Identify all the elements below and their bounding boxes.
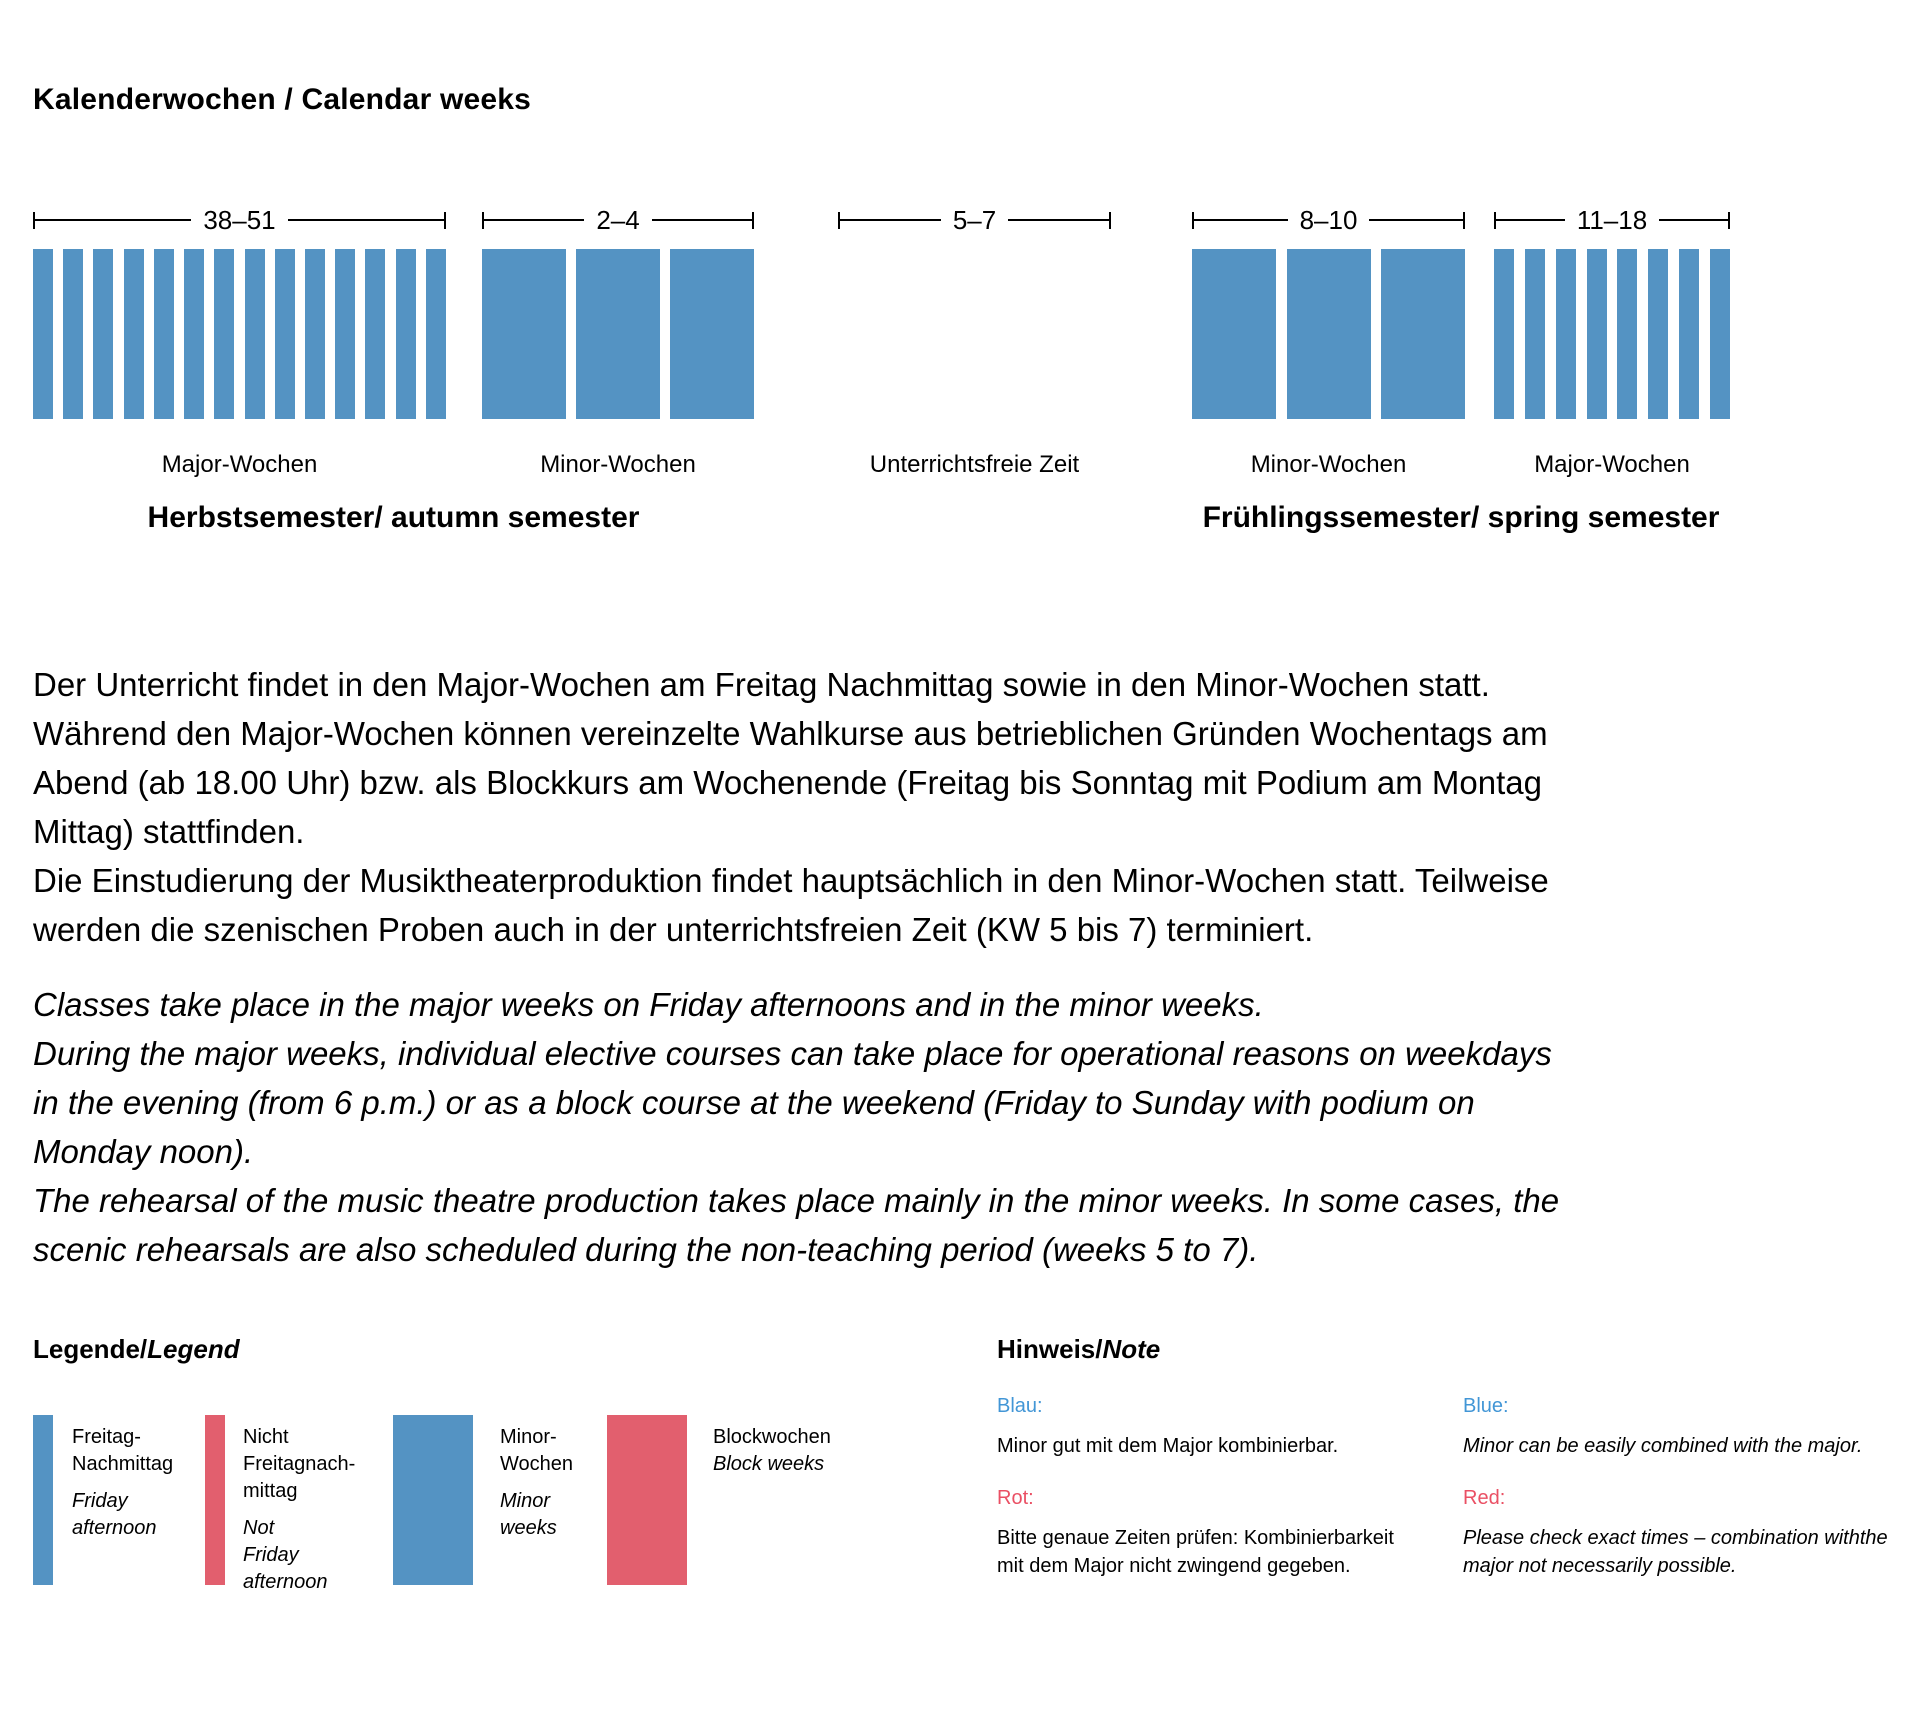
bracket-line <box>1194 219 1288 221</box>
week-bar <box>576 249 660 419</box>
week-bar <box>1710 249 1730 419</box>
legend-swatch-red-wide <box>607 1415 687 1585</box>
group-label: Unterrichtsfreie Zeit <box>869 451 1080 478</box>
group-label: Minor-Wochen <box>1250 451 1407 478</box>
legend-label-de: Minor- Wochen <box>500 1426 574 1475</box>
week-bar <box>1679 249 1699 419</box>
range-label: 2–4 <box>596 204 640 235</box>
bracket-line <box>1496 219 1565 221</box>
bracket-line <box>1008 219 1109 221</box>
week-bar <box>1525 249 1545 419</box>
spring-semester-label: Frühlingssemester/ spring semester <box>1202 501 1720 534</box>
note-header-en: Note <box>1102 1334 1161 1364</box>
legend-header-de: Legende/ <box>33 1334 148 1364</box>
note-column-german <box>997 1392 1457 1604</box>
legend-swatch-blue-thin <box>33 1415 53 1585</box>
note-body-rot: Bitte genaue Zeiten prüfen: Kombinierbarkeit mit dem Major nicht zwingend gegeben. <box>997 1527 1394 1577</box>
week-bar <box>396 249 416 419</box>
body-text-german: Der Unterricht findet in den Major-Wochen am Freitag Nachmittag sowie in den Minor-Wochen statt. Während den Major-Wochen können vereinzelte Wahlkurse aus betrieblichen Gründen Wochentags am Abend (ab 18.00 Uhr) bzw. als Blockkurs am Wochenende (Freitag bis Sonntag mit Podium am Montag Mittag) stattfinden. Die Einstudierung der Musiktheaterproduktion findet hauptsächlich in den Minor-Wochen statt. Teilweise werden die szenischen Proben auch in der unterrichtsfreien Zeit (KW 5 bis 7) terminiert. <box>33 666 1549 948</box>
group-label: Major-Wochen <box>1534 451 1690 478</box>
week-bar <box>93 249 113 419</box>
bracket-tick <box>752 212 754 229</box>
bracket-line <box>288 219 444 221</box>
week-bar <box>1587 249 1607 419</box>
legend-swatch-red-thin <box>205 1415 225 1585</box>
week-bar <box>1381 249 1465 419</box>
legend-label-en: Block weeks <box>713 1453 825 1475</box>
note-body-blue: Minor can be easily combined with the major. <box>1463 1435 1863 1457</box>
bracket-tick <box>1109 212 1111 229</box>
bracket-line <box>35 219 191 221</box>
week-bars <box>33 249 446 419</box>
bracket-line <box>1659 219 1728 221</box>
week-bar <box>184 249 204 419</box>
group-label: Major-Wochen <box>161 451 318 478</box>
legend-item-text <box>243 1415 355 1596</box>
note-body-blau: Minor gut mit dem Major kombinierbar. <box>997 1435 1339 1457</box>
week-bar <box>1287 249 1371 419</box>
week-bar <box>1494 249 1514 419</box>
week-bar <box>63 249 83 419</box>
week-bar <box>245 249 265 419</box>
page-title: Kalenderwochen / Calendar weeks <box>33 83 532 116</box>
week-bar <box>1617 249 1637 419</box>
legend-header <box>33 1334 240 1365</box>
legend-label-en: Not Friday afternoon <box>243 1517 328 1593</box>
group-label: Minor-Wochen <box>540 451 696 478</box>
week-bar <box>426 249 446 419</box>
week-bar <box>124 249 144 419</box>
week-bar <box>305 249 325 419</box>
week-group-5-7 <box>838 205 1111 479</box>
bracket-line <box>840 219 941 221</box>
week-group-8-10 <box>1192 205 1465 479</box>
bracket-tick <box>444 212 446 229</box>
legend-label-en: Minor weeks <box>500 1490 557 1539</box>
note-header-de: Hinweis/ <box>997 1334 1103 1364</box>
legend-label-de: Nicht Freitagnach- mittag <box>243 1426 356 1502</box>
legend-item-text <box>713 1415 831 1478</box>
legend-swatch-blue-wide <box>393 1415 473 1585</box>
week-group-38-51 <box>33 205 446 479</box>
week-bar <box>365 249 385 419</box>
range-bracket <box>1192 205 1465 235</box>
bracket-line <box>1369 219 1463 221</box>
week-bar <box>335 249 355 419</box>
note-label-rot: Rot: <box>997 1487 1034 1509</box>
range-label: 38–51 <box>203 204 276 235</box>
week-bar <box>1556 249 1576 419</box>
week-bars <box>482 249 754 419</box>
week-bars <box>1494 249 1730 419</box>
week-bar <box>670 249 754 419</box>
bracket-tick <box>1463 212 1465 229</box>
range-label: 8–10 <box>1299 204 1358 235</box>
legend-label-de: Blockwochen <box>713 1426 831 1448</box>
week-bar <box>275 249 295 419</box>
week-bar <box>1648 249 1668 419</box>
note-label-red: Red: <box>1463 1487 1506 1509</box>
legend-item-text <box>72 1415 173 1542</box>
range-bracket <box>33 205 446 235</box>
bracket-tick <box>1728 212 1730 229</box>
range-bracket <box>1494 205 1730 235</box>
range-label: 5–7 <box>952 204 997 235</box>
autumn-semester-label: Herbstsemester/ autumn semester <box>147 501 640 534</box>
week-bar <box>1192 249 1276 419</box>
week-bars <box>838 249 1111 419</box>
note-header <box>997 1334 1160 1365</box>
legend-label-de: Freitag- Nachmittag <box>72 1426 174 1475</box>
legend-item-friday-afternoon <box>33 1415 173 1585</box>
note-column-english <box>1463 1392 1920 1604</box>
week-bar <box>154 249 174 419</box>
week-group-2-4 <box>482 205 754 479</box>
range-bracket <box>838 205 1111 235</box>
week-bar <box>482 249 566 419</box>
legend-item-block-weeks <box>607 1415 831 1585</box>
week-bar <box>33 249 53 419</box>
range-bracket <box>482 205 754 235</box>
range-label: 11–18 <box>1576 204 1648 235</box>
note-label-blau: Blau: <box>997 1395 1043 1417</box>
week-bar <box>214 249 234 419</box>
bracket-line <box>652 219 752 221</box>
body-text-english: Classes take place in the major weeks on Friday afternoons and in the minor weeks. During the major weeks, individual elective courses can take place for operational reasons on weekdays in the evening (from 6 p.m.) or as a block course at the weekend (Friday to Sunday with podium on Monday noon). The rehearsal of the music theatre production takes place mainly in the minor weeks. In some cases, the scenic rehearsals are also scheduled during the non-teaching period (weeks 5 to 7). <box>33 986 1560 1268</box>
legend-item-not-friday-afternoon <box>205 1415 355 1596</box>
legend-header-en: Legend <box>147 1334 240 1364</box>
legend-label-en: Friday afternoon <box>72 1490 157 1539</box>
note-body-red: Please check exact times – combination withthe major not necessarily possible. <box>1463 1527 1888 1577</box>
note-label-blue: Blue: <box>1463 1395 1509 1417</box>
bracket-line <box>484 219 584 221</box>
week-bars <box>1192 249 1465 419</box>
legend-item-minor-weeks <box>393 1415 573 1585</box>
legend-item-text <box>500 1415 573 1542</box>
week-group-11-18 <box>1494 205 1730 479</box>
